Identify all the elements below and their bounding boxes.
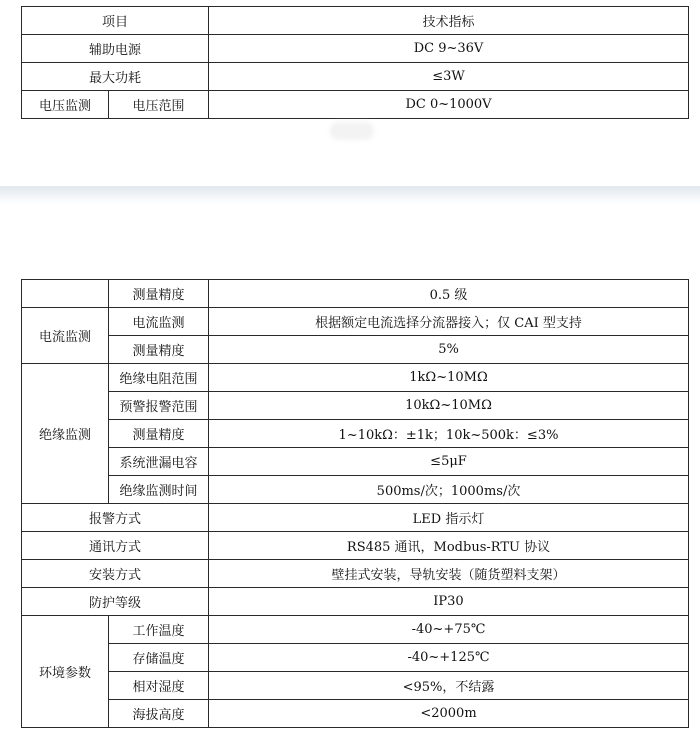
sub-label: 工作温度 [109, 616, 209, 644]
table-row [22, 588, 689, 616]
sub-label: 系统泄漏电容 [109, 448, 209, 476]
sub-label: 绝缘监测时间 [109, 476, 209, 504]
table-row [22, 476, 689, 504]
sub-label: 测量精度 [109, 336, 209, 364]
page-break [0, 186, 700, 204]
row-value: ≤3W [209, 63, 689, 91]
row-value: 500ms/次；1000ms/次 [209, 476, 689, 504]
table-row [22, 364, 689, 392]
group-label: 环境参数 [22, 616, 109, 728]
table-row [22, 560, 689, 588]
header-item-cell: 项目 [22, 7, 209, 35]
sub-label: 电压范围 [109, 91, 209, 119]
table-header-row [22, 7, 689, 35]
table-row [22, 336, 689, 364]
row-label: 通讯方式 [22, 532, 209, 560]
table-row [22, 35, 689, 63]
table-row [22, 308, 689, 336]
row-value: <2000m [209, 700, 689, 728]
table-row [22, 532, 689, 560]
header-spec-cell: 技术指标 [209, 7, 689, 35]
row-value: <95%，不结露 [209, 672, 689, 700]
group-label: 电流监测 [22, 308, 109, 364]
row-value: 10kΩ~10MΩ [209, 392, 689, 420]
sub-label: 测量精度 [109, 280, 209, 308]
row-value: 1kΩ~10MΩ [209, 364, 689, 392]
sub-label: 存储温度 [109, 644, 209, 672]
row-value: IP30 [209, 588, 689, 616]
row-label: 报警方式 [22, 504, 209, 532]
row-value: 0.5 级 [209, 280, 689, 308]
group-label-continued [22, 280, 109, 308]
table-row [22, 448, 689, 476]
row-value: 根据额定电流选择分流器接入；仅 CAI 型支持 [209, 308, 689, 336]
row-value: ≤5μF [209, 448, 689, 476]
table-row [22, 420, 689, 448]
sub-label: 海拔高度 [109, 700, 209, 728]
sub-label: 预警报警范围 [109, 392, 209, 420]
sub-label: 电流监测 [109, 308, 209, 336]
row-value: 1~10kΩ：±1k；10k~500k：≤3% [209, 420, 689, 448]
row-value: DC 0~1000V [209, 91, 689, 119]
table-row [22, 63, 689, 91]
row-label: 防护等级 [22, 588, 209, 616]
table-row [22, 392, 689, 420]
group-label: 绝缘监测 [22, 364, 109, 504]
spec-table-top [21, 6, 689, 119]
row-value: DC 9~36V [209, 35, 689, 63]
sub-label: 相对湿度 [109, 672, 209, 700]
row-value: -40~+75℃ [209, 616, 689, 644]
scan-smudge [330, 122, 374, 140]
row-value: 5% [209, 336, 689, 364]
table-row [22, 280, 689, 308]
spec-table-bottom [21, 279, 689, 728]
table-row [22, 672, 689, 700]
table-row [22, 644, 689, 672]
row-value: LED 指示灯 [209, 504, 689, 532]
group-label: 电压监测 [22, 91, 109, 119]
sub-label: 绝缘电阻范围 [109, 364, 209, 392]
row-value: RS485 通讯，Modbus-RTU 协议 [209, 532, 689, 560]
row-label: 最大功耗 [22, 63, 209, 91]
sub-label: 测量精度 [109, 420, 209, 448]
table-row [22, 616, 689, 644]
table-row [22, 700, 689, 728]
row-label: 安装方式 [22, 560, 209, 588]
row-value: -40~+125℃ [209, 644, 689, 672]
row-label: 辅助电源 [22, 35, 209, 63]
table-row [22, 504, 689, 532]
table-row [22, 91, 689, 119]
row-value: 壁挂式安装，导轨安装（随货塑料支架） [209, 560, 689, 588]
